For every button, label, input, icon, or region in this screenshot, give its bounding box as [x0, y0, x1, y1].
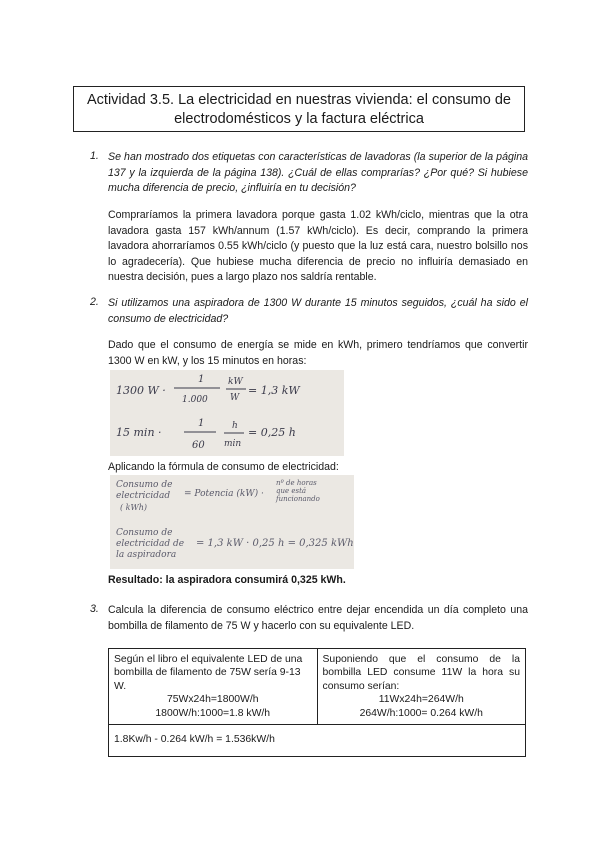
svg-text:que está: que está: [276, 487, 307, 495]
svg-text:= Potencia (kW) ·: = Potencia (kW) ·: [184, 489, 264, 499]
svg-text:electricidad: electricidad: [116, 491, 171, 501]
led-calc-1: 11Wx24h=264W/h: [378, 694, 464, 706]
comparison-table: [108, 648, 526, 757]
svg-text:W: W: [230, 393, 240, 403]
table-row: [109, 725, 526, 757]
q2-intro: Dado que el consumo de energía se mide en kWh, primero tendríamos que convertir 1300 W en kW, y los 15 minutos en horas:: [108, 339, 528, 367]
table-cell-filament: [109, 649, 318, 725]
title-line-1: Actividad 3.5. La electricidad en nuestras vivienda: el consumo de: [87, 92, 511, 108]
q1-question: Se han mostrado dos etiquetas con características de lavadoras (la superior de la página 137 y la izquierda de la página 138). ¿Cuál de ellas comprarías? ¿Por qué? Si hubiese mucha diferencia de precio, ¿influiría en tu decisión?: [108, 151, 528, 195]
svg-text:60: 60: [192, 440, 205, 451]
table-cell-led: [317, 649, 526, 725]
table-row: [109, 649, 526, 725]
svg-text:= 1,3 kW: = 1,3 kW: [248, 384, 300, 397]
svg-text:1: 1: [198, 418, 205, 429]
q1-number: 1.: [90, 150, 99, 162]
svg-text:15 min ·: 15 min ·: [116, 426, 162, 439]
svg-text:nº de horas: nº de horas: [276, 479, 317, 487]
svg-text:Consumo de: Consumo de: [116, 480, 173, 490]
svg-text:min: min: [224, 439, 242, 449]
formula-caption: Aplicando la fórmula de consumo de electricidad:: [108, 461, 339, 473]
difference-text: 1.8Kw/h - 0.264 kW/h = 1.536kW/h: [114, 734, 275, 746]
q1-answer: Compraríamos la primera lavadora porque gasta 1.02 kWh/ciclo, mientras que la otra lavadora gasta 157 kWh/annum (1.57 kWh/ciclo). Es decir, comprando la primera lavadora ahorraríamos 0.55 kWh/ciclo (y puesto que la luz está cara, nuestro bolsillo nos lo agradecería). Que hubiese mucha diferencia de precio no influiría demasiado en nuestra decisión, pues a largo plazo nos saldría rentable.: [108, 209, 528, 284]
q2-result: Resultado: la aspiradora consumirá 0,325 kWh.: [108, 574, 346, 586]
led-calc-2: 264W/h:1000= 0.264 kW/h: [359, 707, 483, 719]
handwriting-drawing: [110, 370, 344, 456]
handwritten-conversion-image: [110, 370, 344, 456]
svg-text:Consumo de: Consumo de: [116, 528, 173, 538]
handwritten-formula-image: [110, 475, 354, 569]
svg-text:kW: kW: [228, 377, 243, 387]
table-cell-difference: [109, 725, 526, 757]
svg-text:= 1,3 kW · 0,25 h = 0,325 kWh: = 1,3 kW · 0,25 h = 0,325 kWh: [196, 538, 354, 549]
svg-text:electricidad de: electricidad de: [116, 539, 185, 549]
svg-text:( kWh): ( kWh): [120, 503, 148, 512]
q2-question: Si utilizamos una aspiradora de 1300 W durante 15 minutos seguidos, ¿cuál ha sido el consumo de electricidad?: [108, 297, 528, 325]
svg-text:= 0,25 h: = 0,25 h: [248, 426, 296, 439]
filament-calc-2: 1800W/h:1000=1.8 kW/h: [155, 707, 271, 719]
svg-text:1.000: 1.000: [182, 395, 208, 405]
svg-text:1: 1: [198, 374, 205, 385]
q3-question: Calcula la diferencia de consumo eléctrico entre dejar encendida un día completo una bombilla de filamento de 75 W y hacerlo con su equivalente LED.: [108, 604, 528, 632]
filament-text: Según el libro el equivalente LED de una bombilla de filamento de 75W sería 9-13 W.: [114, 654, 303, 692]
handwriting-formula-drawing: [110, 475, 354, 569]
title-line-2: electrodomésticos y la factura eléctrica: [174, 111, 424, 127]
q2-number: 2.: [90, 296, 99, 308]
activity-title: [73, 86, 525, 132]
svg-text:1300 W ·: 1300 W ·: [116, 384, 166, 397]
svg-text:funcionando: funcionando: [276, 495, 320, 503]
filament-calc-1: 75Wx24h=1800W/h: [166, 694, 259, 706]
led-text: Suponiendo que el consumo de la bombilla LED consume 11W la hora su consumo serían:: [322, 654, 520, 692]
q3-number: 3.: [90, 603, 99, 615]
svg-text:h: h: [232, 421, 238, 431]
svg-text:la aspiradora: la aspiradora: [116, 550, 177, 560]
